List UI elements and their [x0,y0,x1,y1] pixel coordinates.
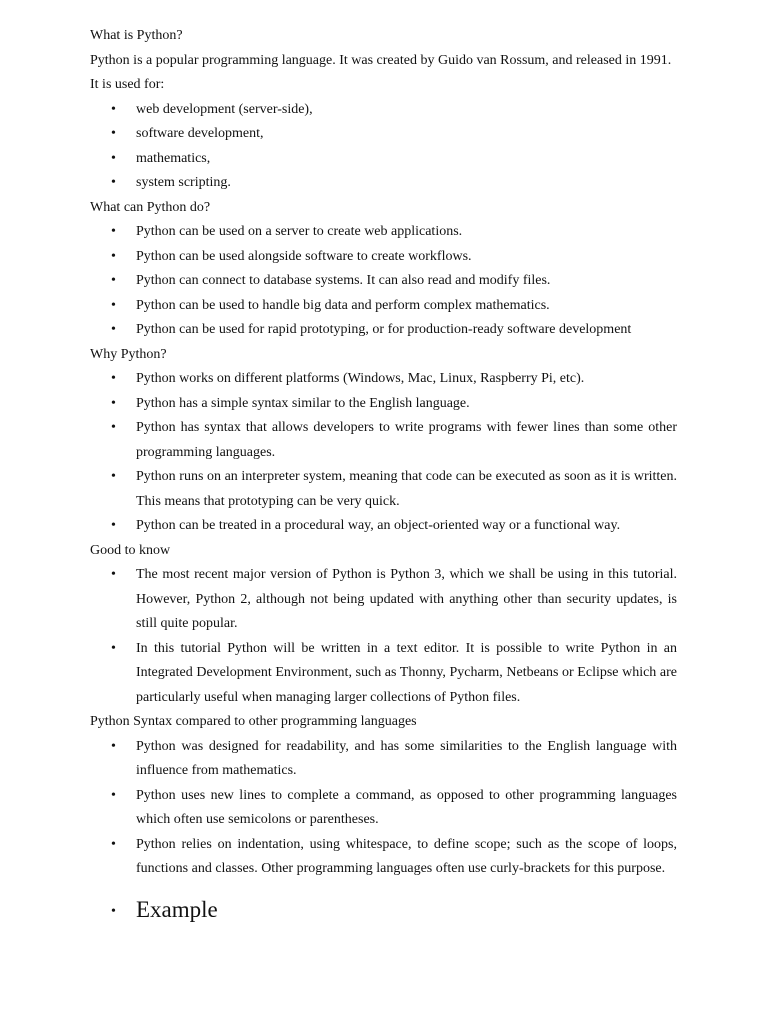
list-item: • web development (server-side), [90,98,677,123]
list-what-can-python-do [90,220,677,343]
list-item: • mathematics, [90,147,677,172]
heading-good-to-know: Good to know [90,542,171,558]
list-item: • Python works on different platforms (Windows, Mac, Linux, Raspberry Pi, etc). [90,367,677,392]
list-item: • Python can be used to handle big data and perform complex mathematics. [90,294,677,319]
paragraph-python-intro: Python is a popular programming language. It was created by Guido van Rossum, and released in 1991. [90,52,672,68]
list-item: • Python can be treated in a procedural way, an object-oriented way or a functional way. [90,514,677,539]
list-why-python [90,367,677,539]
heading-what-can-python-do: What can Python do? [90,199,211,215]
list-item-example-heading: • Example [90,895,677,925]
list-item: • In this tutorial Python will be written in a text editor. It is possible to write Python in an Integrated Development Environment, such as Thonny, Pycharm, Netbeans or Eclipse which are particularly useful when managing larger collections of Python files. [90,637,677,711]
paragraph-used-for: It is used for: [90,77,165,92]
list-item: • Python can be used for rapid prototyping, or for production-ready software development [90,318,677,343]
list-good-to-know [90,563,677,710]
list-item: • Python has a simple syntax similar to the English language. [90,392,677,417]
list-item: • system scripting. [90,171,677,196]
list-item: • software development, [90,122,677,147]
list-item: • Python uses new lines to complete a command, as opposed to other programming languages which often use semicolons or parentheses. [90,784,677,833]
list-used-for [90,98,677,196]
list-item: • Python can be used alongside software to create workflows. [90,245,677,270]
list-item: • Python has syntax that allows developers to write programs with fewer lines than some other programming languages. [90,416,677,465]
heading-what-is-python: What is Python? [90,28,183,43]
list-item: • Python was designed for readability, and has some similarities to the English language with influence from mathematics. [90,735,677,784]
heading-why-python: Why Python? [90,346,167,362]
list-item: • Python can connect to database systems. It can also read and modify files. [90,269,677,294]
list-item: • The most recent major version of Python is Python 3, which we shall be using in this tutorial. However, Python 2, although not being updated with anything other than security updates, is still quite popular. [90,563,677,637]
heading-python-syntax-compared: Python Syntax compared to other programming languages [90,714,417,729]
list-item: • Python can be used on a server to create web applications. [90,220,677,245]
list-python-syntax [90,735,677,925]
list-item: • Python runs on an interpreter system, meaning that code can be executed as soon as it is written. This means that prototyping can be very quick. [90,465,677,514]
list-item: • Python relies on indentation, using whitespace, to define scope; such as the scope of loops, functions and classes. Other programming languages often use curly-brackets for this purpose. [90,833,677,882]
document-page [90,24,677,925]
